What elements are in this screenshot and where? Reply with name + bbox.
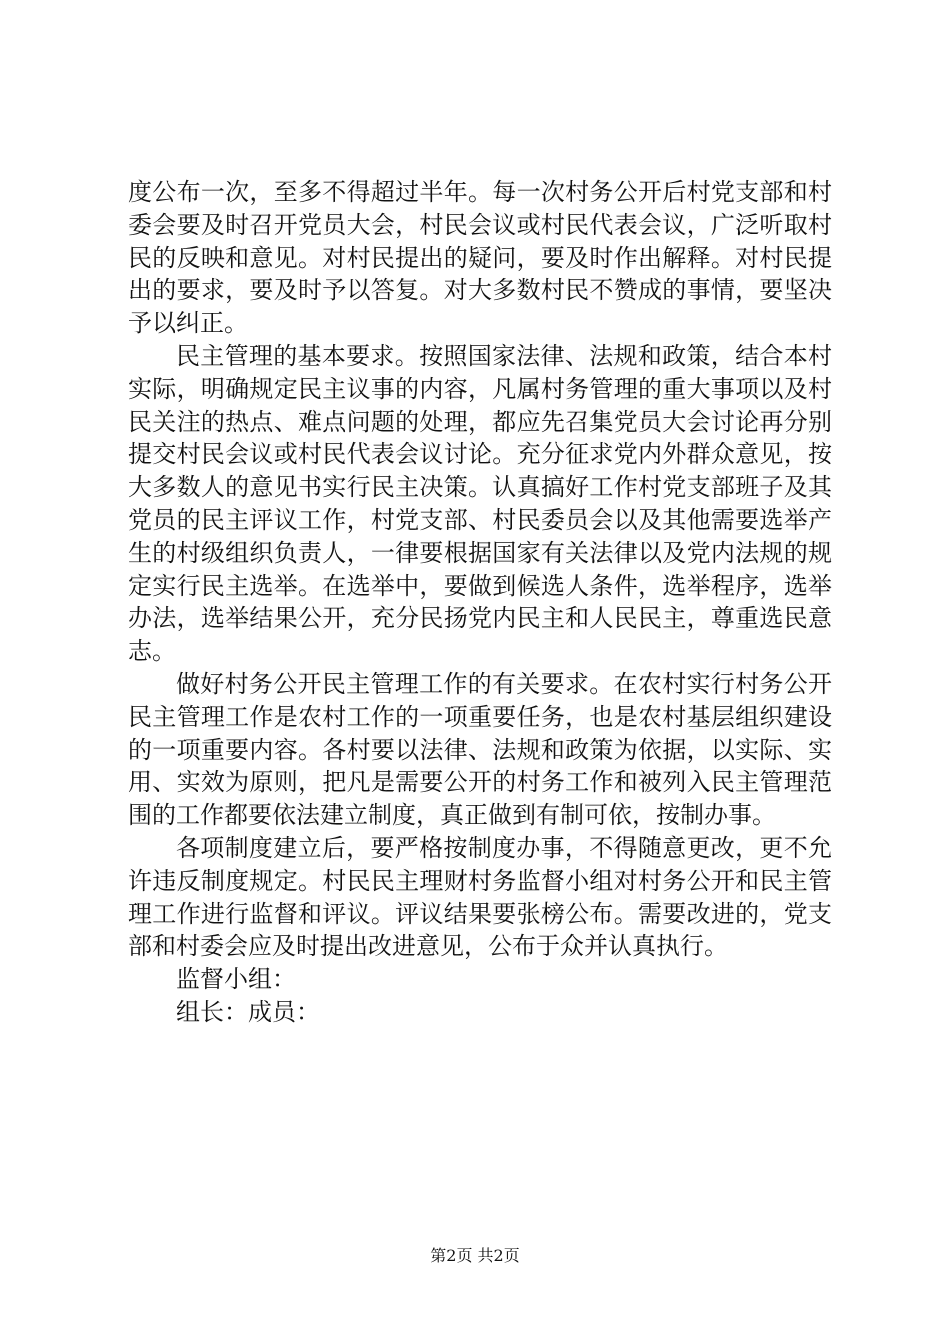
paragraph-related-requirements: 做好村务公开民主管理工作的有关要求。在农村实行村务公开民主管理工作是农村工作的一项重要任务，也是农村基层组织建设的一项重要内容。各村要以法律、法规和政策为依据，以实际、实用、实效为原则，把凡是需要公开的村务工作和被列入民主管理范围的工作都要依法建立制度，真正做到有制可依，按制办事。 bbox=[128, 669, 832, 830]
paragraph-democratic-management: 民主管理的基本要求。按照国家法律、法规和政策，结合本村实际，明确规定民主议事的内容，凡属村务管理的重大事项以及村民关注的热点、难点问题的处理，都应先召集党员大会讨论再分别提交村民会议或村民代表会议讨论。充分征求党内外群众意见，按大多数人的意见书实行民主决策。认真搞好工作村党支部班子及其党员的民主评议工作，村党支部、村民委员会以及其他需要选举产生的村级组织负责人，一律要根据国家有关法律以及党内法规的规定实行民主选举。在选举中，要做到候选人条件，选举程序，选举办法，选举结果公开，充分民扬党内民主和人民民主，尊重选民意志。 bbox=[128, 341, 832, 666]
leader-members-label: 组长：成员： bbox=[176, 997, 320, 1026]
document-body bbox=[128, 176, 832, 1029]
page-number-footer: 第2页 共2页 bbox=[430, 1246, 520, 1265]
paragraph-continuation: 度公布一次，至多不得超过半年。每一次村务公开后村党支部和村委会要及时召开党员大会，村民会议或村民代表会议，广泛听取村民的反映和意见。对村民提出的疑问，要及时作出解释。对村民提出的要求，要及时予以答复。对大多数村民不赞成的事情，要坚决予以纠正。 bbox=[128, 178, 832, 338]
paragraph-system-execution: 各项制度建立后，要严格按制度办事，不得随意更改，更不允许违反制度规定。村民民主理财村务监督小组对村务公开和民主管理工作进行监督和评议。评议结果要张榜公布。需要改进的，党支部和村委会应及时提出改进意见，公布于众并认真执行。 bbox=[128, 833, 832, 961]
supervision-group-label: 监督小组： bbox=[176, 965, 296, 994]
